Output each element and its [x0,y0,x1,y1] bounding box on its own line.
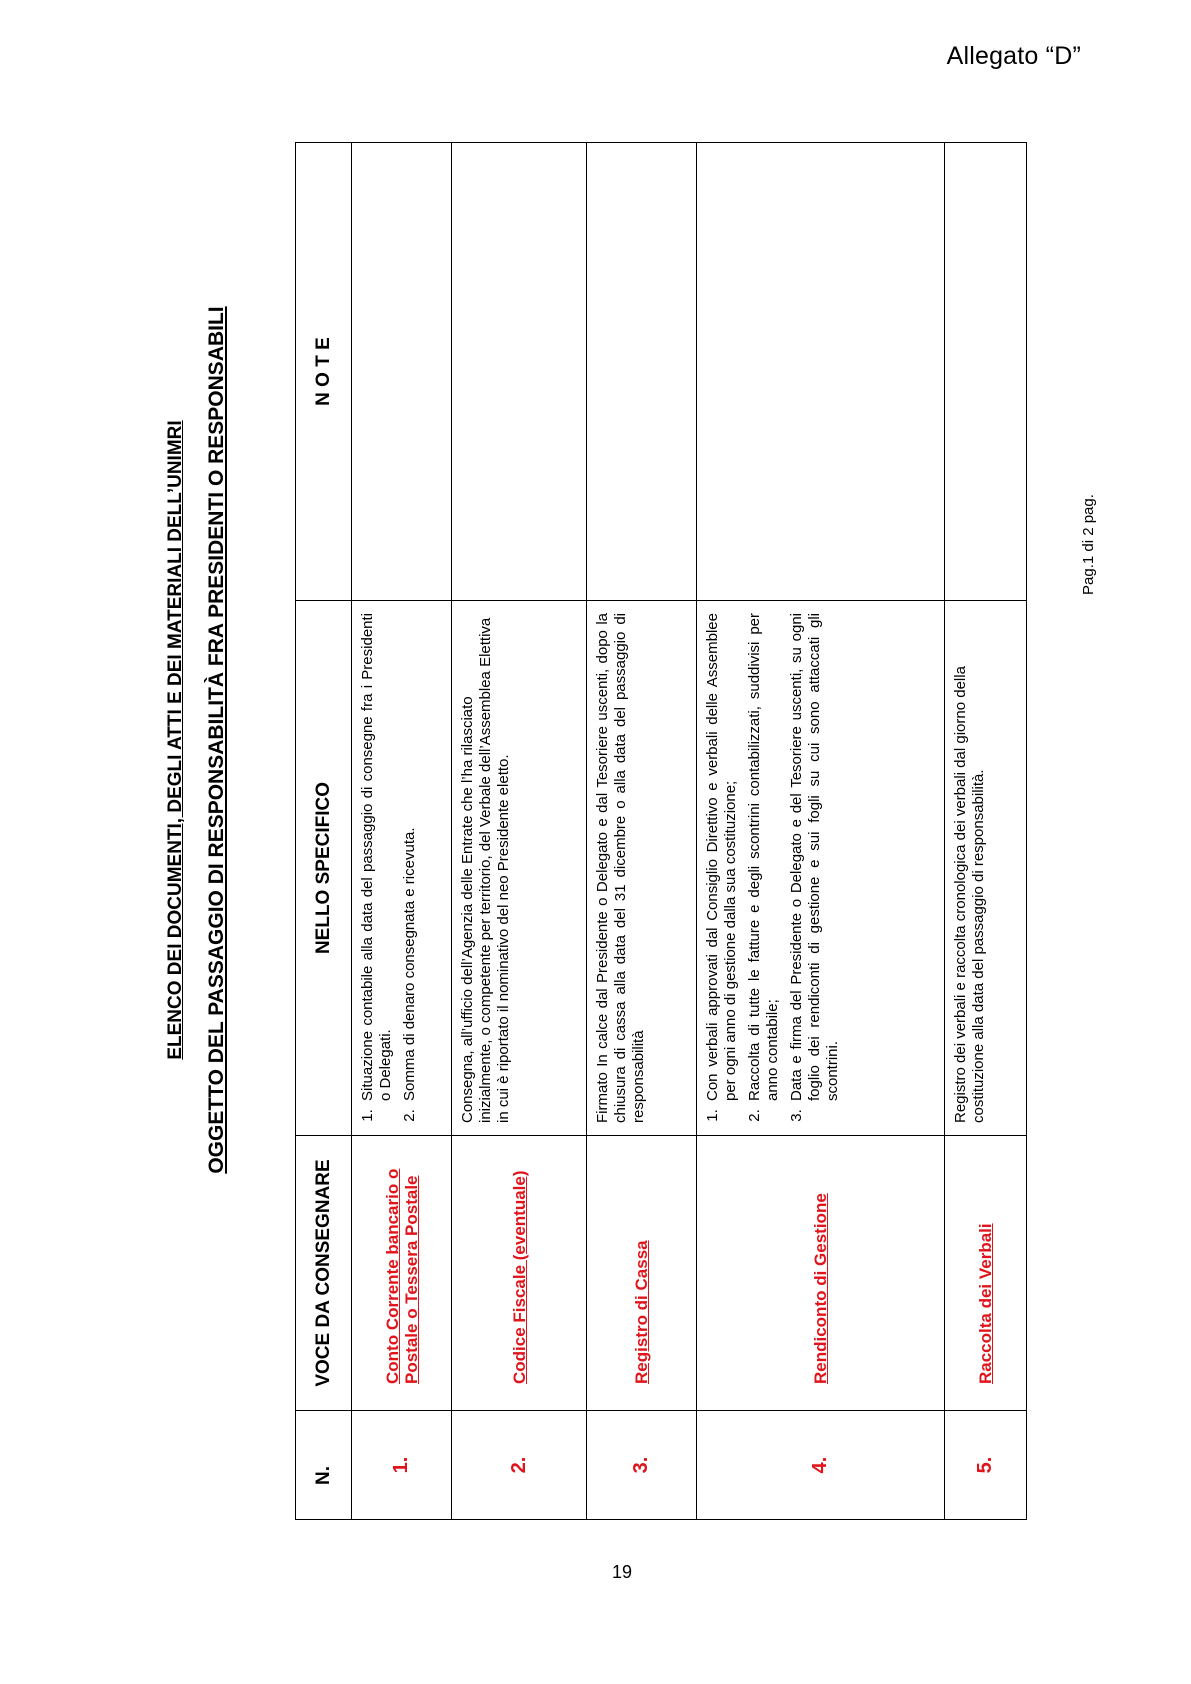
document-subtitle: OGGETTO DEL PASSAGGIO DI RESPONSABILITÀ FRA PRESIDENTI O RESPONSABILI [205,306,228,1174]
header-voce: VOCE DA CONSEGNARE [296,1136,351,1411]
table-row [351,143,451,1519]
voce-link[interactable]: Rendiconto di Gestione [811,1193,830,1384]
specifico-cell [697,601,944,1136]
voce-cell [352,1136,451,1411]
voce-link[interactable]: Conto Corrente bancario o Postale o Tessera Postale [382,1168,421,1384]
table-row [451,143,586,1519]
document-title: ELENCO DEI DOCUMENTI, DEGLI ATTI E DEI MATERIALI DELL’UNIMRI [165,420,186,1060]
note-cell [697,143,944,601]
rotated-page [165,0,1115,1485]
consegna-table [295,142,1027,1520]
list-item: 2. Somma di denaro consegnata e ricevuta. [401,613,419,1105]
row-number: 3. [630,1456,652,1474]
list-item: 1. Con verbali approvati dal Consiglio Direttivo e verbali delle Assemblee per ogni anno di gestione dalla sua costituzione; [704,613,740,1105]
note-cell [945,143,1026,601]
list-item: 2. Raccolta di tutte le fatture e degli scontrini contabilizzati, suddivisi per anno contabile; [746,613,782,1105]
voce-link[interactable]: Registro di Cassa [632,1240,651,1384]
voce-link[interactable]: Codice Fiscale (eventuale) [509,1170,529,1384]
voce-cell [587,1136,696,1411]
specifico-cell: Registro dei verbali e raccolta cronologica dei verbali dal giorno della costituzione alla data del passaggio di responsabilità. [945,601,1026,1136]
note-cell [587,143,696,601]
header-num: N. [312,1466,334,1485]
list-item: 3. Data e firma del Presidente o Delegato e del Tesoriere uscenti, su ogni foglio dei rendiconti di gestione e sui fogli su cui sono attaccati gli scontrini. [788,613,842,1105]
voce-cell [945,1136,1026,1411]
specifico-cell: Firmato In calce dal Presidente o Delegato e dal Tesoriere uscenti, dopo la chiusura di cassa alla data del 31 dicembre o alla data del passaggio di responsabilità [587,601,696,1136]
table-row [586,143,696,1519]
table-row [944,143,1026,1519]
voce-link[interactable]: Raccolta dei Verbali [976,1223,995,1384]
table-header-row [296,143,351,1519]
pagination-text: Pag.1 di 2 pag. [1080,494,1097,595]
row-number: 4. [809,1456,831,1474]
specifico-cell: Consegna, all’ufficio dell’Agenzia delle Entrate che l’ha rilasciato inizialmente, o competente per territorio, del Verbale dell’Assemblea Elettiva in cui è riportato il nominativo del neo Presidente eletto. [452,601,586,1136]
voce-cell [452,1136,586,1411]
header-note: N O T E [296,143,351,601]
row-number: 2. [507,1456,530,1474]
specifico-cell [352,601,451,1136]
list-item: 1. Situazione contabile alla data del passaggio di consegne fra i Presidenti o Delegati. [359,613,395,1105]
row-number: 5. [974,1456,996,1474]
voce-cell [697,1136,944,1411]
note-cell [452,143,586,601]
header-specifico: NELLO SPECIFICO [296,601,351,1136]
table-row [696,143,944,1519]
page-number: 19 [612,1562,633,1582]
note-cell [352,143,451,601]
allegato-label: Allegato “D” [946,42,1081,70]
row-number: 1. [390,1456,412,1474]
